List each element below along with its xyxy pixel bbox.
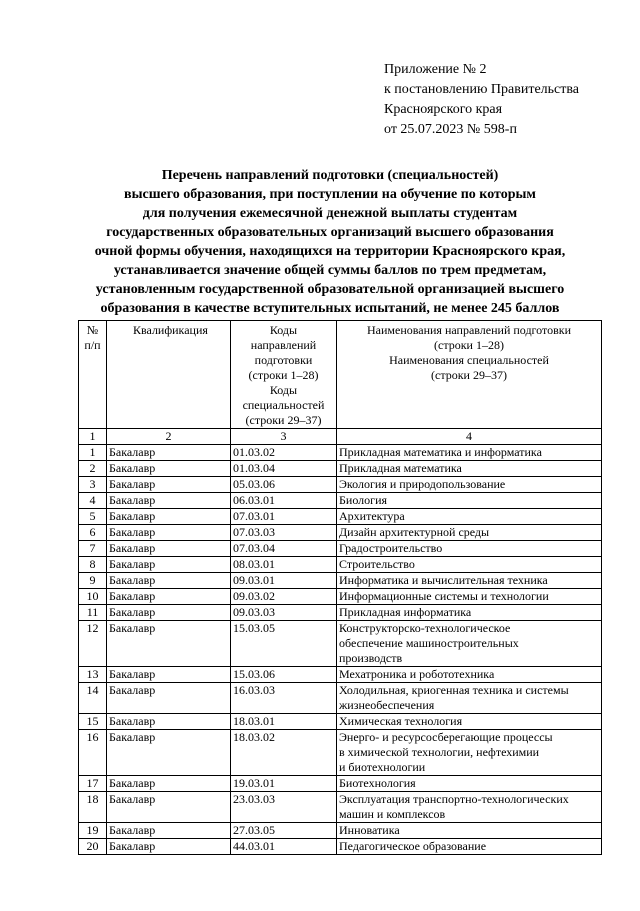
row-code: 19.03.01 — [231, 776, 337, 792]
row-qualification: Бакалавр — [107, 573, 231, 589]
row-direction-name-line: Информатика и вычислительная техника — [339, 573, 548, 587]
row-direction-name — [337, 541, 602, 557]
row-qualification: Бакалавр — [107, 823, 231, 839]
title-line: государственных образовательных организаций высшего образования — [106, 225, 554, 240]
row-code: 16.03.03 — [231, 683, 337, 714]
table-row — [79, 461, 602, 477]
row-direction-name — [337, 493, 602, 509]
row-number: 7 — [79, 541, 107, 557]
row-direction-name-line: Педагогическое образование — [339, 839, 487, 853]
table-row — [79, 714, 602, 730]
header-num — [79, 321, 107, 429]
row-code: 18.03.02 — [231, 730, 337, 776]
row-number: 17 — [79, 776, 107, 792]
row-direction-name — [337, 477, 602, 493]
row-direction-name — [337, 823, 602, 839]
row-direction-name — [337, 730, 602, 776]
header-names-line: (строки 29–37) — [431, 368, 507, 382]
table-row — [79, 477, 602, 493]
header-codes — [231, 321, 337, 429]
row-code: 27.03.05 — [231, 823, 337, 839]
row-direction-name-line: Прикладная информатика — [339, 605, 472, 619]
row-qualification: Бакалавр — [107, 714, 231, 730]
row-direction-name-line: Холодильная, криогенная техника и системы — [339, 683, 569, 697]
row-number: 20 — [79, 839, 107, 855]
row-direction-name-line: Градостроительство — [339, 541, 443, 555]
title-line: установленным государственной образовательной организацией высшего — [95, 282, 565, 297]
table-row — [79, 605, 602, 621]
row-direction-name — [337, 776, 602, 792]
row-qualification: Бакалавр — [107, 776, 231, 792]
column-number: 2 — [107, 429, 231, 445]
row-number: 15 — [79, 714, 107, 730]
row-direction-name-line: жизнеобеспечения — [339, 698, 435, 712]
header-codes-line: направлений — [250, 338, 317, 352]
row-direction-name-line: Архитектура — [339, 509, 405, 523]
row-direction-name — [337, 714, 602, 730]
row-number: 4 — [79, 493, 107, 509]
row-code: 09.03.02 — [231, 589, 337, 605]
row-direction-name-line: машин и комплексов — [339, 807, 446, 821]
row-direction-name — [337, 525, 602, 541]
table-row — [79, 509, 602, 525]
title-line: высшего образования, при поступлении на обучение по которым — [124, 187, 536, 202]
row-code: 23.03.03 — [231, 792, 337, 823]
header-names-line: (строки 1–28) — [434, 338, 504, 352]
row-code: 07.03.04 — [231, 541, 337, 557]
row-direction-name — [337, 509, 602, 525]
table-row — [79, 445, 602, 461]
row-number: 16 — [79, 730, 107, 776]
row-qualification: Бакалавр — [107, 589, 231, 605]
row-direction-name-line: Химическая технология — [339, 714, 463, 728]
row-number: 9 — [79, 573, 107, 589]
appendix-line: Красноярского края — [384, 102, 503, 117]
row-code: 09.03.01 — [231, 573, 337, 589]
row-number: 13 — [79, 667, 107, 683]
row-qualification: Бакалавр — [107, 493, 231, 509]
table-row — [79, 493, 602, 509]
row-direction-name-line: Мехатроника и робототехника — [339, 667, 495, 681]
table-row — [79, 525, 602, 541]
title-line: образования в качестве вступительных испытаний, не менее 245 баллов — [100, 301, 560, 316]
row-direction-name-line: Информационные системы и технологии — [339, 589, 549, 603]
row-number: 11 — [79, 605, 107, 621]
header-codes-line: (строки 29–37) — [245, 413, 322, 427]
row-code: 15.03.06 — [231, 667, 337, 683]
table-row — [79, 667, 602, 683]
row-code: 18.03.01 — [231, 714, 337, 730]
row-direction-name — [337, 667, 602, 683]
appendix-line: от 25.07.2023 № 598-п — [384, 122, 517, 137]
row-direction-name-line: Дизайн архитектурной среды — [339, 525, 490, 539]
row-direction-name — [337, 792, 602, 823]
header-names-line: Наименования специальностей — [389, 353, 549, 367]
row-qualification: Бакалавр — [107, 461, 231, 477]
row-number: 5 — [79, 509, 107, 525]
row-number: 18 — [79, 792, 107, 823]
header-codes-line: специальностей — [242, 398, 325, 412]
row-direction-name-line: Экология и природопользование — [339, 477, 506, 491]
row-qualification: Бакалавр — [107, 730, 231, 776]
row-direction-name-line: обеспечение машиностроительных — [339, 636, 519, 650]
table-row — [79, 792, 602, 823]
row-number: 12 — [79, 621, 107, 667]
title-line: очной формы обучения, находящихся на территории Красноярского края, — [94, 244, 566, 259]
directions-table — [78, 320, 602, 855]
title-line: устанавливается значение общей суммы баллов по трем предметам, — [113, 263, 547, 278]
row-code: 09.03.03 — [231, 605, 337, 621]
row-qualification: Бакалавр — [107, 445, 231, 461]
row-number: 3 — [79, 477, 107, 493]
row-code: 05.03.06 — [231, 477, 337, 493]
row-qualification: Бакалавр — [107, 792, 231, 823]
row-direction-name — [337, 621, 602, 667]
row-direction-name-line: Энерго- и ресурсосберегающие процессы — [339, 730, 553, 744]
header-names-line: Наименования направлений подготовки — [366, 323, 572, 337]
row-direction-name — [337, 589, 602, 605]
row-qualification: Бакалавр — [107, 621, 231, 667]
header-codes-line: Коды — [269, 323, 298, 337]
row-direction-name-line: Инноватика — [339, 823, 400, 837]
row-direction-name-line: Конструкторско-технологическое — [339, 621, 511, 635]
table-row — [79, 541, 602, 557]
row-code: 44.03.01 — [231, 839, 337, 855]
row-number: 10 — [79, 589, 107, 605]
row-direction-name-line: Прикладная математика — [339, 461, 462, 475]
header-num-line: № — [86, 323, 99, 337]
row-direction-name-line: Биология — [339, 493, 388, 507]
row-direction-name-line: Эксплуатация транспортно-технологических — [339, 792, 569, 806]
document-title — [60, 166, 600, 318]
header-num-line: п/п — [84, 338, 101, 352]
table-row — [79, 557, 602, 573]
row-qualification: Бакалавр — [107, 509, 231, 525]
table-row — [79, 683, 602, 714]
title-line: Перечень направлений подготовки (специальностей) — [161, 168, 499, 183]
table-row — [79, 621, 602, 667]
table-row — [79, 589, 602, 605]
row-number: 19 — [79, 823, 107, 839]
row-qualification: Бакалавр — [107, 667, 231, 683]
table-row — [79, 823, 602, 839]
row-code: 06.03.01 — [231, 493, 337, 509]
header-codes-line: Коды — [269, 383, 298, 397]
column-number: 3 — [231, 429, 337, 445]
row-direction-name — [337, 605, 602, 621]
row-direction-name — [337, 839, 602, 855]
row-direction-name — [337, 573, 602, 589]
row-number: 6 — [79, 525, 107, 541]
column-number: 1 — [79, 429, 107, 445]
row-code: 15.03.05 — [231, 621, 337, 667]
row-direction-name-line: Строительство — [339, 557, 415, 571]
row-direction-name — [337, 683, 602, 714]
row-direction-name-line: Прикладная математика и информатика — [339, 445, 542, 459]
row-direction-name-line: производств — [339, 651, 403, 665]
row-qualification: Бакалавр — [107, 683, 231, 714]
row-number: 1 — [79, 445, 107, 461]
row-direction-name — [337, 557, 602, 573]
row-direction-name — [337, 445, 602, 461]
appendix-note — [384, 60, 579, 140]
row-number: 8 — [79, 557, 107, 573]
row-qualification: Бакалавр — [107, 839, 231, 855]
header-codes-line: (строки 1–28) — [248, 368, 319, 382]
appendix-line: к постановлению Правительства — [384, 82, 580, 97]
table-row — [79, 573, 602, 589]
appendix-line: Приложение № 2 — [384, 62, 487, 77]
table-header-row — [79, 321, 602, 429]
row-code: 01.03.04 — [231, 461, 337, 477]
row-direction-name-line: Биотехнология — [339, 776, 416, 790]
row-qualification: Бакалавр — [107, 477, 231, 493]
column-number-row — [79, 429, 602, 445]
header-names — [337, 321, 602, 429]
title-line: для получения ежемесячной денежной выплаты студентам — [142, 206, 518, 221]
row-code: 08.03.01 — [231, 557, 337, 573]
header-qualification — [107, 321, 231, 429]
header-qualification-line: Квалификация — [133, 323, 208, 337]
row-number: 2 — [79, 461, 107, 477]
row-code: 07.03.03 — [231, 525, 337, 541]
column-number: 4 — [337, 429, 602, 445]
row-direction-name-line: в химической технологии, нефтехимии — [339, 745, 540, 759]
row-qualification: Бакалавр — [107, 541, 231, 557]
table-row — [79, 776, 602, 792]
row-direction-name-line: и биотехнологии — [339, 760, 426, 774]
row-code: 01.03.02 — [231, 445, 337, 461]
row-number: 14 — [79, 683, 107, 714]
row-qualification: Бакалавр — [107, 557, 231, 573]
row-code: 07.03.01 — [231, 509, 337, 525]
row-qualification: Бакалавр — [107, 525, 231, 541]
header-codes-line: подготовки — [254, 353, 313, 367]
row-direction-name — [337, 461, 602, 477]
table-row — [79, 839, 602, 855]
row-qualification: Бакалавр — [107, 605, 231, 621]
table-row — [79, 730, 602, 776]
